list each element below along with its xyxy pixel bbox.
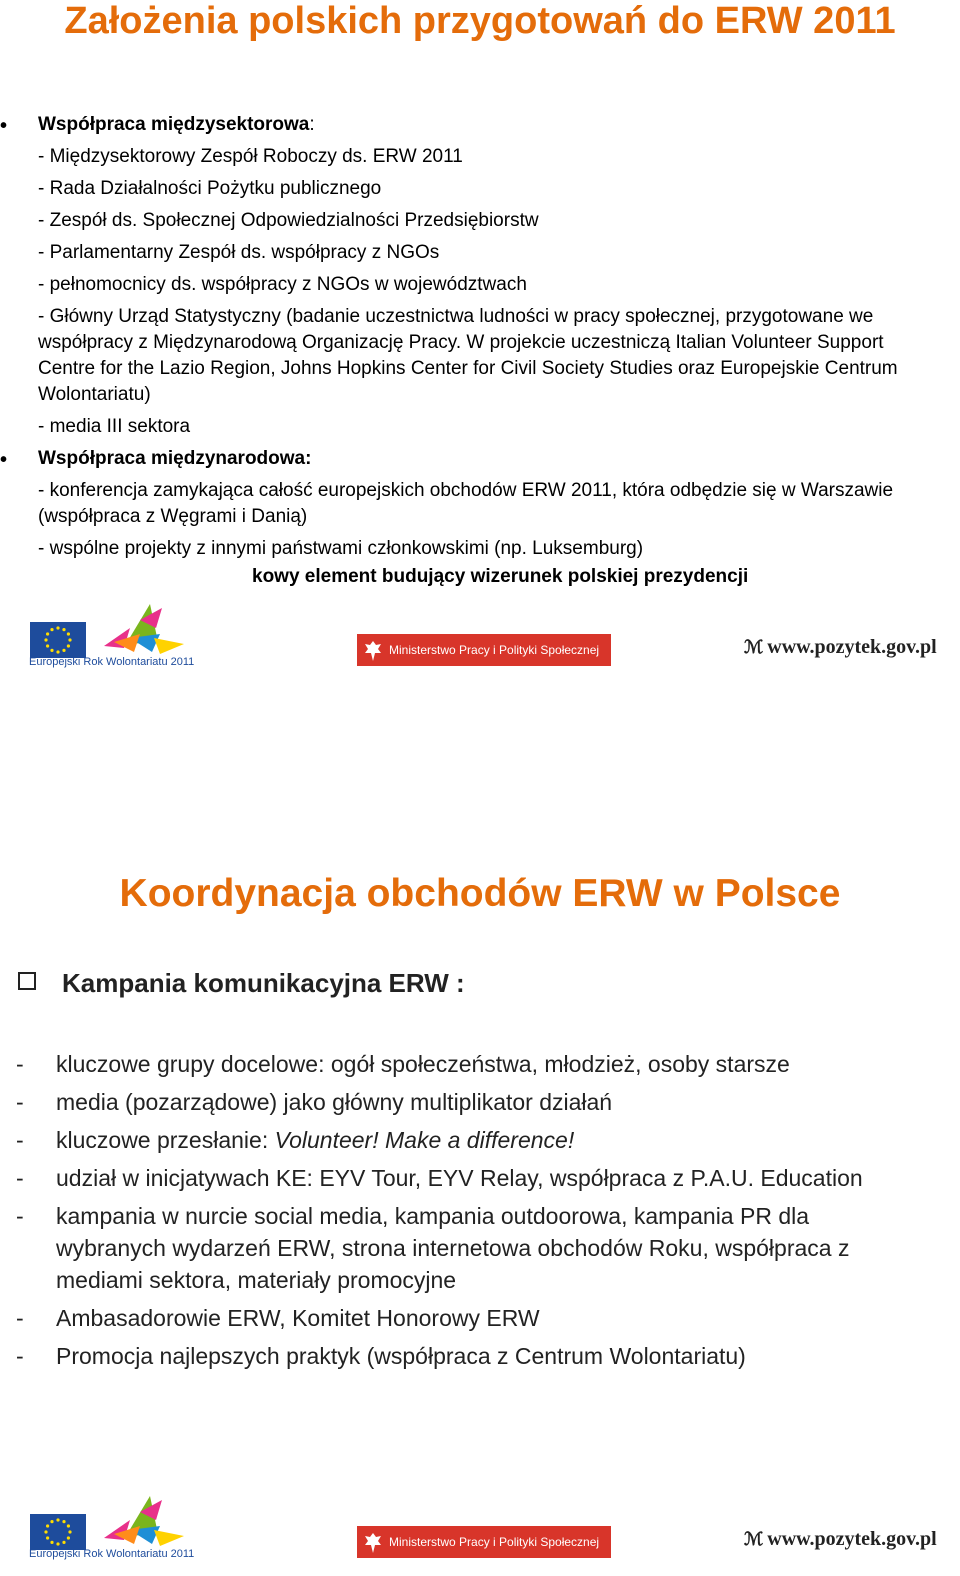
list-item: - Ambasadorowie ERW, Komitet Honorowy ERW [16,1302,916,1334]
section-heading-intersectoral: • Współpraca międzysektorowa [38,114,309,135]
gus-paragraph: - Główny Urząd Statystyczny (badanie uczestnictwa ludności w pracy społecznej, przygotowane we współpracy z Międzynarodową Organizację Pracy. W projekcie uczestniczą Italian Volunteer Support Centre for the Lazio Region, Johns Hopkins Center for Civil Society Studies oraz Europejskie Centrum Wolontariatu) [38,306,898,405]
ministry-label: Ministerstwo Pracy i Polityki Społecznej [389,1535,600,1549]
slide-footer [0,1488,960,1568]
website-label: www.pozytek.gov.pl [767,1528,937,1550]
slide-2 [0,860,960,1576]
website-logo [744,1528,937,1551]
list-item: - konferencja zamykająca całość europejskich obchodów ERW 2011, która odbędzie się w Warszawie (współpraca z Węgrami i Danią) [38,480,894,527]
ministry-label: Ministerstwo Pracy i Polityki Społecznej [389,643,600,657]
eu-year-label: Europejski Rok Wolontariatu 2011 [29,1548,195,1560]
checkbox-bullet-icon [18,972,36,990]
campaign-list [16,1048,916,1378]
list-item: - Rada Działalności Pożytku publicznego [38,178,382,199]
slide-title: Koordynacja obchodów ERW w Polsce [119,872,841,915]
volunteering-year-logo-icon [100,598,186,656]
slide-1 [0,0,960,700]
list-item: - pełnomocnicy ds. współpracy z NGOs w województwach [38,274,527,295]
list-item [16,1124,916,1156]
message-prefix: kluczowe przesłanie: [56,1127,275,1153]
eagle-icon [363,1531,383,1555]
message-slogan: Volunteer! Make a difference! [274,1127,575,1153]
clipped-line: kowy element budujący wizerunek polskiej prezydencji [252,566,749,587]
list-item: - Promocja najlepszych praktyk (współpraca z Centrum Wolontariatu) [16,1340,916,1372]
eu-flag-icon [30,1514,86,1550]
volunteering-year-logo-icon [100,1490,186,1548]
section-heading-international: • Współpraca międzynarodowa: [38,448,311,469]
pozytek-mark-icon: ℳ [744,637,764,657]
slide-subtitle [18,968,465,999]
list-item: - Zespół ds. Społecznej Odpowiedzialności Przedsiębiorstw [38,210,539,231]
website-logo [744,636,937,659]
list-item: - Parlamentarny Zespół ds. współpracy z NGOs [38,242,440,263]
slide-title: Założenia polskich przygotowań do ERW 2011 [64,0,896,42]
ministry-banner [357,634,611,666]
list-item: - media III sektora [38,416,191,437]
eagle-icon [363,639,383,663]
list-item: - wspólne projekty z innymi państwami członkowskimi (np. Luksemburg) [38,538,644,559]
slide-body [38,112,938,568]
subtitle-text: Kampania komunikacyjna ERW : [62,968,465,998]
list-item: - udział w inicjatywach KE: EYV Tour, EYV Relay, współpraca z P.A.U. Education [16,1162,916,1194]
list-item: - Międzysektorowy Zespół Roboczy ds. ERW 2011 [38,146,463,167]
list-item: - media (pozarządowe) jako główny multiplikator działań [16,1086,916,1118]
eu-year-label: Europejski Rok Wolontariatu 2011 [29,656,195,668]
eu-flag-icon [30,622,86,658]
list-item: - kluczowe grupy docelowe: ogół społeczeństwa, młodzież, osoby starsze [16,1048,916,1080]
website-label: www.pozytek.gov.pl [767,636,937,658]
slide-footer [0,596,960,676]
heading-colon: : [309,114,315,135]
list-item: - kampania w nurcie social media, kampania outdoorowa, kampania PR dla wybranych wydarzeń ERW, strona internetowa obchodów Roku, współpraca z mediami sektora, materiały promocyjne [16,1200,916,1296]
pozytek-mark-icon: ℳ [744,1529,764,1549]
ministry-banner [357,1526,611,1558]
